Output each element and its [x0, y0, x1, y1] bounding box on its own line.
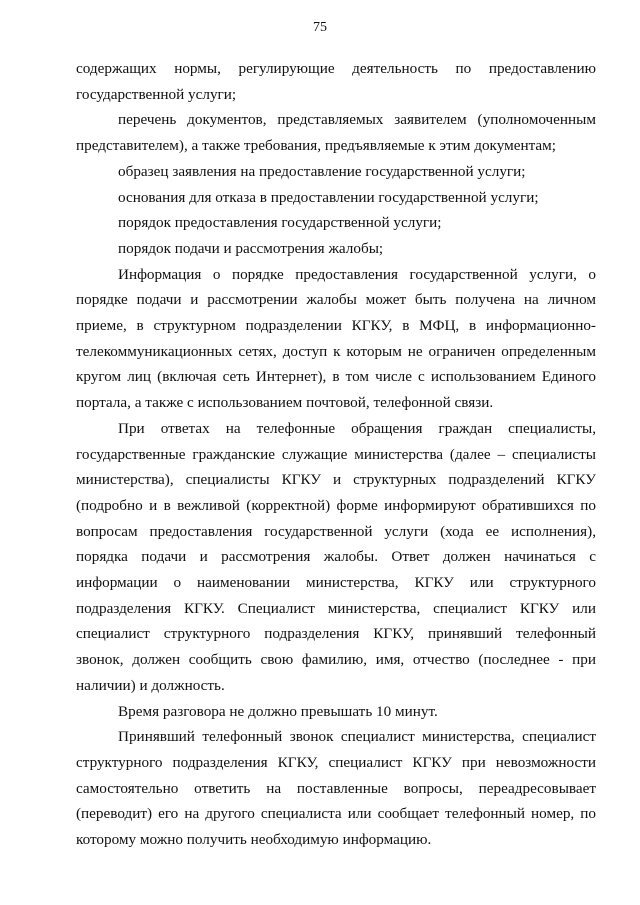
paragraph-7: Информация о порядке предоставления государственной услуги, о порядке подачи и рассмотрении жалобы может быть получена на личном приеме, в структурном подразделении КГКУ, в МФЦ, в информационно-телекоммуникационных сетях, доступ к которым не ограничен определенным кругом лиц (включая сеть Интернет), в том числе с использованием Единого портала, а также с использованием почтовой, телефонной связи. — [76, 265, 596, 412]
body-text — [76, 56, 596, 853]
paragraph-5: порядок предоставления государственной услуги; — [118, 214, 442, 232]
paragraph-9: Время разговора не должно превышать 10 минут. — [118, 702, 438, 720]
paragraph-1: содержащих нормы, регулирующие деятельность по предоставлению государственной услуги; — [76, 60, 596, 103]
page-number: 75 — [313, 20, 327, 35]
paragraph-3: образец заявления на предоставление государственной услуги; — [118, 162, 526, 180]
paragraph-2: перечень документов, представляемых заявителем (уполномоченным представителем), а также требования, предъявляемые к этим документам; — [76, 111, 596, 155]
paragraph-6: порядок подачи и рассмотрения жалобы; — [118, 239, 384, 257]
paragraph-8: При ответах на телефонные обращения граждан специалисты, государственные гражданские служащие министерства (далее – специалисты министерства), специалисты КГКУ и структурных подразделений КГКУ (подробно и в вежливой (корректной) форме информируют обратившихся по вопросам предоставления государственной услуги (хода ее исполнения), порядка подачи и рассмотрения жалобы. Ответ должен начинаться с информации о наименовании министерства, КГКУ или структурного подразделения КГКУ. Специалист министерства, специалист КГКУ или специалист структурного подразделения КГКУ, принявший телефонный звонок, должен сообщить свою фамилию, имя, отчество (последнее - при наличии) и должность. — [76, 419, 596, 694]
paragraph-4: основания для отказа в предоставлении государственной услуги; — [118, 188, 539, 206]
paragraph-10: Принявший телефонный звонок специалист министерства, специалист структурного подразделения КГКУ, специалист КГКУ при невозможности самостоятельно ответить на поставленные вопросы, переадресовывает (переводит) его на другого специалиста или сообщает телефонный номер, по которому можно получить необходимую информацию. — [76, 728, 596, 849]
